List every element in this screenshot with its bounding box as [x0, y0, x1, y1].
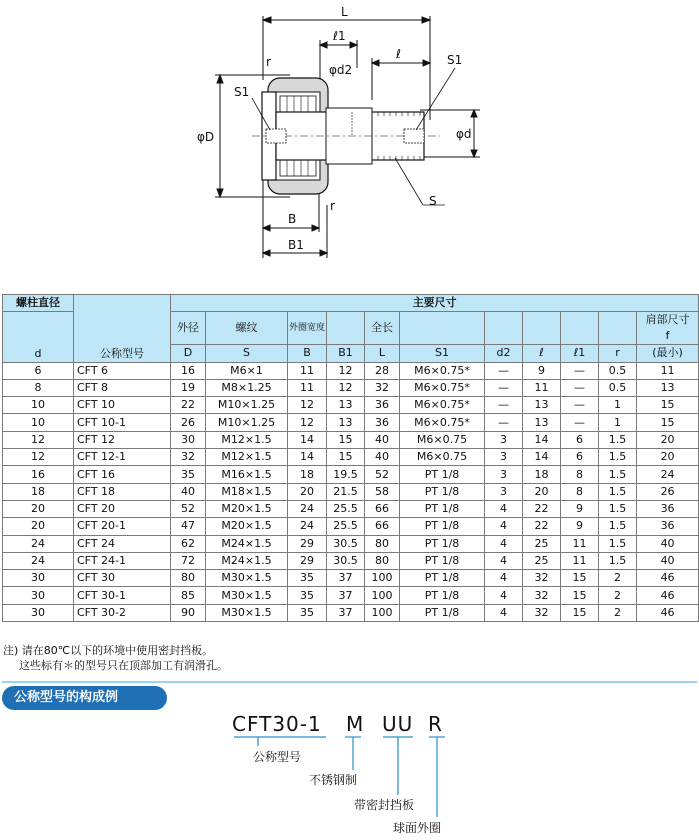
- cell-B: 35: [288, 587, 327, 604]
- header-r-symbol: r: [599, 345, 637, 362]
- cell-l1: 15: [561, 587, 599, 604]
- cell-model: CFT 8: [74, 379, 171, 396]
- cell-S1: M6×0.75*: [400, 414, 485, 431]
- cell-S1: PT 1/8: [400, 500, 485, 517]
- cell-f: 26: [637, 483, 699, 500]
- cell-S: M24×1.5: [206, 552, 288, 569]
- dim-l1-label: ℓ1: [333, 29, 346, 43]
- cell-S: M20×1.5: [206, 500, 288, 517]
- cell-S: M30×1.5: [206, 587, 288, 604]
- cell-model: CFT 20-1: [74, 518, 171, 535]
- cell-model: CFT 6: [74, 362, 171, 379]
- cell-l: 32: [523, 570, 561, 587]
- cell-D: 90: [171, 604, 206, 621]
- dim-l-label: ℓ: [396, 47, 401, 61]
- cell-S1: PT 1/8: [400, 466, 485, 483]
- cell-l1: —: [561, 397, 599, 414]
- cell-model: CFT 12-1: [74, 449, 171, 466]
- cell-model: CFT 30-2: [74, 604, 171, 621]
- dim-phi-D-label: φD: [197, 130, 215, 144]
- cell-d: 6: [3, 362, 74, 379]
- cell-r: 0.5: [599, 362, 637, 379]
- header-d2-symbol: d2: [485, 345, 523, 362]
- cell-r: 1.5: [599, 500, 637, 517]
- dim-phi-d-label: φd: [456, 127, 472, 141]
- cell-l: 13: [523, 414, 561, 431]
- cell-B: 18: [288, 466, 327, 483]
- cell-B: 24: [288, 518, 327, 535]
- header-B-symbol: B: [288, 345, 327, 362]
- cell-D: 35: [171, 466, 206, 483]
- cell-B1: 12: [327, 379, 365, 396]
- dim-B1-label: B1: [288, 238, 304, 252]
- cell-d2: 4: [485, 587, 523, 604]
- cell-B: 12: [288, 397, 327, 414]
- cell-d2: 4: [485, 552, 523, 569]
- s1-right-label: S1: [447, 53, 463, 67]
- cell-d2: 4: [485, 500, 523, 517]
- header-main-dimensions: 主要尺寸: [171, 295, 699, 312]
- cell-d: 30: [3, 587, 74, 604]
- cell-model: CFT 16: [74, 466, 171, 483]
- cell-f: 46: [637, 570, 699, 587]
- cell-S: M10×1.25: [206, 414, 288, 431]
- cell-D: 62: [171, 535, 206, 552]
- cell-S1: M6×0.75*: [400, 362, 485, 379]
- cell-d2: 4: [485, 570, 523, 587]
- cell-S1: PT 1/8: [400, 535, 485, 552]
- cell-l: 14: [523, 431, 561, 448]
- cell-f: 15: [637, 414, 699, 431]
- cell-d2: 4: [485, 518, 523, 535]
- cell-d: 30: [3, 570, 74, 587]
- cell-B1: 37: [327, 604, 365, 621]
- cell-l: 9: [523, 362, 561, 379]
- cell-B: 14: [288, 449, 327, 466]
- dim-L-label: L: [341, 5, 348, 19]
- cell-r: 2: [599, 570, 637, 587]
- cell-f: 46: [637, 587, 699, 604]
- cell-l1: —: [561, 379, 599, 396]
- cell-B1: 21.5: [327, 483, 365, 500]
- cell-r: 1.5: [599, 483, 637, 500]
- cell-d: 18: [3, 483, 74, 500]
- cell-l1: 11: [561, 535, 599, 552]
- header-S1-symbol: S1: [400, 345, 485, 362]
- cell-D: 30: [171, 431, 206, 448]
- cell-r: 1.5: [599, 552, 637, 569]
- cell-d: 30: [3, 604, 74, 621]
- cell-B: 14: [288, 431, 327, 448]
- cell-D: 22: [171, 397, 206, 414]
- cell-L: 52: [365, 466, 400, 483]
- cell-l1: 15: [561, 604, 599, 621]
- cell-S1: PT 1/8: [400, 552, 485, 569]
- cell-L: 40: [365, 431, 400, 448]
- cell-S: M12×1.5: [206, 449, 288, 466]
- cell-B: 35: [288, 570, 327, 587]
- cell-D: 72: [171, 552, 206, 569]
- cell-D: 40: [171, 483, 206, 500]
- cell-model: CFT 24: [74, 535, 171, 552]
- cell-B: 12: [288, 414, 327, 431]
- cell-B1: 15: [327, 449, 365, 466]
- cell-S1: M6×0.75: [400, 431, 485, 448]
- code-stainless: M: [346, 712, 365, 736]
- cell-f: 13: [637, 379, 699, 396]
- cell-S: M6×1: [206, 362, 288, 379]
- cell-S: M20×1.5: [206, 518, 288, 535]
- header-f-min: (最小): [637, 345, 699, 362]
- header-d-symbol: d: [3, 312, 74, 362]
- header-l-symbol: ℓ: [523, 345, 561, 362]
- cell-B1: 12: [327, 362, 365, 379]
- cell-B: 20: [288, 483, 327, 500]
- label-model: 公称型号: [253, 750, 302, 764]
- cell-d: 16: [3, 466, 74, 483]
- cell-B1: 15: [327, 431, 365, 448]
- cell-f: 11: [637, 362, 699, 379]
- cell-L: 66: [365, 518, 400, 535]
- cell-model: CFT 20: [74, 500, 171, 517]
- header-outer-diameter: 外径: [171, 312, 206, 345]
- cell-f: 20: [637, 449, 699, 466]
- cell-d2: 3: [485, 483, 523, 500]
- header-outer-ring-width: 外圈宽度: [288, 312, 327, 345]
- cell-l: 22: [523, 518, 561, 535]
- cell-f: 36: [637, 518, 699, 535]
- cell-r: 2: [599, 587, 637, 604]
- cell-S: M18×1.5: [206, 483, 288, 500]
- cell-d: 20: [3, 518, 74, 535]
- cell-B1: 25.5: [327, 500, 365, 517]
- cell-D: 47: [171, 518, 206, 535]
- cell-l1: 9: [561, 500, 599, 517]
- r-bottom-label: r: [330, 199, 335, 213]
- cell-d2: —: [485, 379, 523, 396]
- cell-d2: —: [485, 397, 523, 414]
- composition-badge: 公称型号的构成例: [2, 686, 167, 710]
- cell-d2: 3: [485, 466, 523, 483]
- cell-B1: 13: [327, 414, 365, 431]
- cell-L: 36: [365, 414, 400, 431]
- cell-L: 80: [365, 535, 400, 552]
- cell-d: 24: [3, 552, 74, 569]
- header-shoulder-text: 肩部尺寸: [645, 313, 690, 327]
- cell-d: 12: [3, 431, 74, 448]
- cell-B1: 30.5: [327, 535, 365, 552]
- cell-model: CFT 30: [74, 570, 171, 587]
- header-l1-symbol: ℓ1: [561, 345, 599, 362]
- cell-S1: PT 1/8: [400, 604, 485, 621]
- code-model: CFT30-1: [232, 712, 322, 736]
- cell-f: 46: [637, 604, 699, 621]
- cell-d: 8: [3, 379, 74, 396]
- cell-l1: 11: [561, 552, 599, 569]
- cell-l1: 8: [561, 466, 599, 483]
- cell-d2: —: [485, 362, 523, 379]
- r-top-label: r: [266, 55, 271, 69]
- cell-B1: 37: [327, 570, 365, 587]
- cell-L: 66: [365, 500, 400, 517]
- cell-L: 80: [365, 552, 400, 569]
- note-line-1: 注) 请在80℃以下的环境中使用密封挡板。: [3, 644, 214, 657]
- cell-D: 16: [171, 362, 206, 379]
- cell-d: 20: [3, 500, 74, 517]
- cell-l: 32: [523, 604, 561, 621]
- cell-S1: PT 1/8: [400, 570, 485, 587]
- cell-f: 40: [637, 535, 699, 552]
- header-f-symbol: f: [665, 329, 670, 343]
- cell-S: M8×1.25: [206, 379, 288, 396]
- dim-B-label: B: [288, 212, 297, 226]
- cell-L: 32: [365, 379, 400, 396]
- header-B1-symbol: B1: [327, 345, 365, 362]
- cell-D: 32: [171, 449, 206, 466]
- cell-r: 1.5: [599, 535, 637, 552]
- cell-L: 100: [365, 604, 400, 621]
- cell-d: 10: [3, 414, 74, 431]
- header-S-symbol: S: [206, 345, 288, 362]
- cell-L: 28: [365, 362, 400, 379]
- cell-D: 19: [171, 379, 206, 396]
- label-stainless: 不锈钢制: [309, 773, 358, 787]
- cell-f: 36: [637, 500, 699, 517]
- cell-f: 20: [637, 431, 699, 448]
- cell-model: CFT 10: [74, 397, 171, 414]
- cell-l1: 15: [561, 570, 599, 587]
- cell-B: 24: [288, 500, 327, 517]
- cell-r: 1.5: [599, 449, 637, 466]
- cell-D: 52: [171, 500, 206, 517]
- dim-phi-d2-label: φd2: [329, 63, 353, 77]
- cell-S1: M6×0.75: [400, 449, 485, 466]
- code-seal: UU: [382, 712, 414, 736]
- cell-r: 2: [599, 604, 637, 621]
- header-L-symbol: L: [365, 345, 400, 362]
- cell-f: 24: [637, 466, 699, 483]
- cell-B: 11: [288, 362, 327, 379]
- cell-model: CFT 10-1: [74, 414, 171, 431]
- cell-S1: M6×0.75*: [400, 397, 485, 414]
- cell-f: 40: [637, 552, 699, 569]
- cell-B1: 19.5: [327, 466, 365, 483]
- label-spherical: 球面外圈: [393, 821, 442, 835]
- cell-B: 35: [288, 604, 327, 621]
- cell-l: 18: [523, 466, 561, 483]
- cell-B1: 25.5: [327, 518, 365, 535]
- cell-r: 1.5: [599, 466, 637, 483]
- cell-l: 11: [523, 379, 561, 396]
- cell-l1: 8: [561, 483, 599, 500]
- cell-S: M16×1.5: [206, 466, 288, 483]
- cell-l: 14: [523, 449, 561, 466]
- cell-l1: —: [561, 414, 599, 431]
- cell-S: M24×1.5: [206, 535, 288, 552]
- cell-D: 26: [171, 414, 206, 431]
- cell-r: 1: [599, 397, 637, 414]
- cell-d2: 3: [485, 431, 523, 448]
- cell-l1: 6: [561, 431, 599, 448]
- cell-L: 100: [365, 587, 400, 604]
- cell-L: 36: [365, 397, 400, 414]
- cell-S1: PT 1/8: [400, 518, 485, 535]
- cell-d2: 4: [485, 535, 523, 552]
- cell-D: 80: [171, 570, 206, 587]
- cell-l: 20: [523, 483, 561, 500]
- cell-B: 29: [288, 552, 327, 569]
- cell-r: 1: [599, 414, 637, 431]
- cell-L: 100: [365, 570, 400, 587]
- cell-D: 85: [171, 587, 206, 604]
- cell-l1: —: [561, 362, 599, 379]
- cell-d: 24: [3, 535, 74, 552]
- thread-S-label: S: [429, 194, 437, 208]
- cell-B1: 30.5: [327, 552, 365, 569]
- cell-S: M12×1.5: [206, 431, 288, 448]
- cell-B: 29: [288, 535, 327, 552]
- cell-l: 25: [523, 552, 561, 569]
- cell-l: 32: [523, 587, 561, 604]
- cell-d2: 3: [485, 449, 523, 466]
- cell-model: CFT 12: [74, 431, 171, 448]
- header-stud-diameter: 螺柱直径: [3, 295, 74, 312]
- cell-d2: 4: [485, 604, 523, 621]
- cell-l: 25: [523, 535, 561, 552]
- cell-L: 40: [365, 449, 400, 466]
- cell-S1: M6×0.75*: [400, 379, 485, 396]
- header-D-symbol: D: [171, 345, 206, 362]
- cell-l1: 6: [561, 449, 599, 466]
- header-thread: 螺纹: [206, 312, 288, 345]
- label-seal: 带密封挡板: [354, 798, 415, 812]
- cell-d: 10: [3, 397, 74, 414]
- cell-r: 1.5: [599, 431, 637, 448]
- cell-model: CFT 24-1: [74, 552, 171, 569]
- cell-S1: PT 1/8: [400, 587, 485, 604]
- cell-l: 13: [523, 397, 561, 414]
- cell-B1: 13: [327, 397, 365, 414]
- cell-l1: 9: [561, 518, 599, 535]
- cell-r: 0.5: [599, 379, 637, 396]
- note-line-2: 这些标有＊的型号只在顶部加工有润滑孔。: [19, 659, 228, 672]
- cell-r: 1.5: [599, 518, 637, 535]
- header-total-length: 全长: [365, 312, 400, 345]
- code-spherical: R: [428, 712, 443, 736]
- cell-S1: PT 1/8: [400, 483, 485, 500]
- cell-S: M30×1.5: [206, 570, 288, 587]
- s1-left-label: S1: [234, 85, 250, 99]
- cell-model: CFT 30-1: [74, 587, 171, 604]
- cell-S: M10×1.25: [206, 397, 288, 414]
- cell-S: M30×1.5: [206, 604, 288, 621]
- cell-f: 15: [637, 397, 699, 414]
- cell-l: 22: [523, 500, 561, 517]
- cell-d: 12: [3, 449, 74, 466]
- cell-d2: —: [485, 414, 523, 431]
- header-model: 公称型号: [74, 295, 171, 363]
- cell-B1: 37: [327, 587, 365, 604]
- cell-B: 11: [288, 379, 327, 396]
- cell-L: 58: [365, 483, 400, 500]
- cell-model: CFT 18: [74, 483, 171, 500]
